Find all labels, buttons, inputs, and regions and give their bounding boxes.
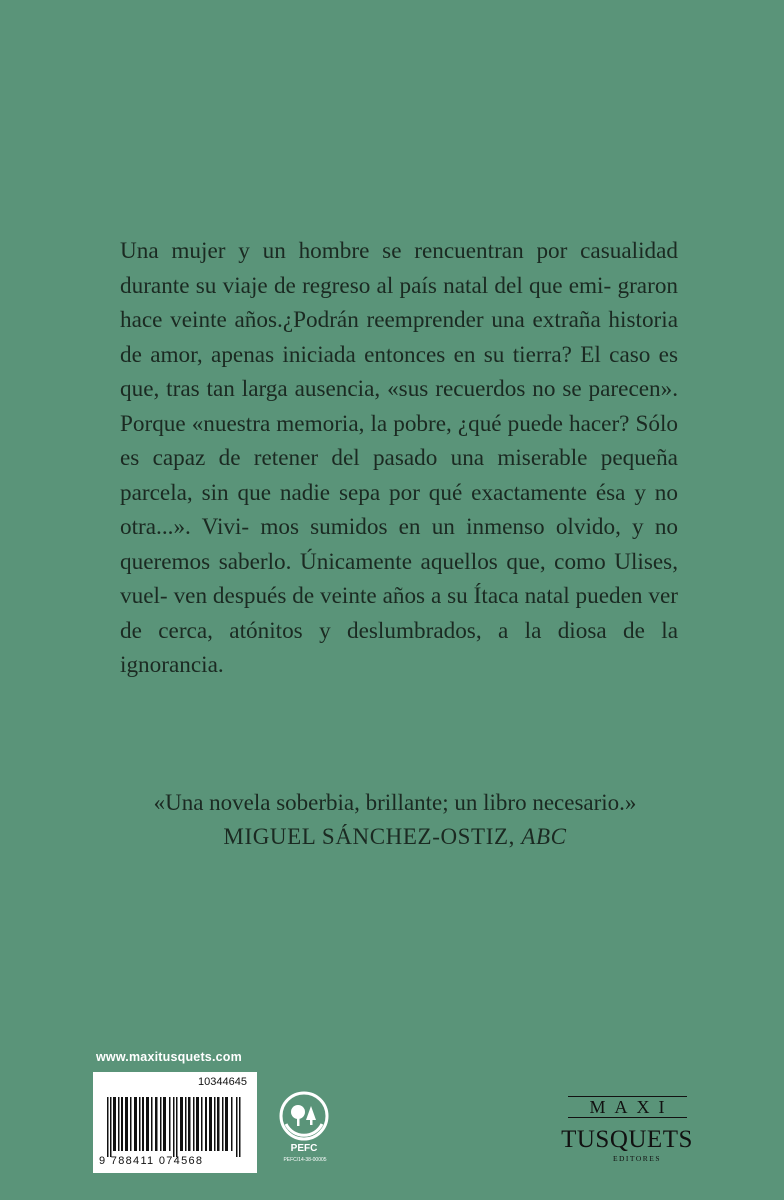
pefc-label: PEFC — [290, 1143, 318, 1154]
blurb-line: extraña historia de amor, apenas iniciada entonces en — [120, 307, 678, 368]
isbn-number: 9 788411 074568 — [99, 1155, 204, 1167]
logo-series: MAXI — [568, 1096, 687, 1118]
quote-source: ABC — [521, 824, 567, 849]
website-link[interactable]: www.maxitusquets.com — [96, 1050, 242, 1064]
blurb-line: ven después de veinte años a su Ítaca natal pueden — [173, 583, 649, 609]
isbn-barcode — [93, 1072, 257, 1173]
pefc-certification — [278, 1090, 342, 1163]
review-quote — [80, 786, 710, 854]
blurb-line: recuerdos no se parecen». Porque «nuestra memoria, — [120, 376, 679, 437]
quote-text: «Una novela soberbia, brillante; un libro necesario.» — [153, 790, 637, 815]
blurb-line: durante su viaje de regreso al país natal del que emi- — [120, 272, 612, 299]
quote-attribution — [80, 820, 710, 854]
back-cover-blurb — [120, 234, 678, 683]
blurb-line: saberlo. Únicamente aquellos que, como Ulises, vuel- — [120, 548, 678, 609]
internal-code: 10344645 — [198, 1076, 247, 1088]
pefc-logo-icon — [278, 1090, 330, 1142]
blurb-line: ver de cerca, atónitos y deslumbrados, a la diosa de la — [120, 583, 679, 644]
blurb-line: su tierra? El caso es que, tras tan larga ausencia, «sus — [120, 341, 678, 402]
pefc-code: PEFC/14-38-00005 — [283, 1157, 327, 1163]
blurb-line: graron hace veinte años.¿Podrán reemprender una — [120, 272, 679, 333]
blurb-line: mos sumidos en un inmenso olvido, y no queremos — [120, 514, 679, 575]
blurb-line: del pasado una miserable pequeña parcela, sin que — [120, 445, 678, 506]
blurb-paragraph — [120, 234, 678, 683]
barcode-bars-icon — [107, 1097, 243, 1157]
blurb-line: ignorancia. — [120, 652, 224, 678]
publisher-logo — [556, 1096, 698, 1163]
logo-subtitle: EDITORES — [612, 1154, 662, 1163]
logo-name: TUSQUETS — [561, 1126, 693, 1153]
blurb-line: la pobre, ¿qué puede hacer? Sólo es capaz de retener — [120, 410, 678, 471]
quote-author: MIGUEL SÁNCHEZ-OSTIZ, — [223, 824, 515, 849]
blurb-line: nadie sepa por qué exactamente ésa y no otra...». Vivi- — [120, 479, 678, 540]
blurb-line: Una mujer y un hombre se rencuentran por casualidad — [120, 238, 678, 264]
